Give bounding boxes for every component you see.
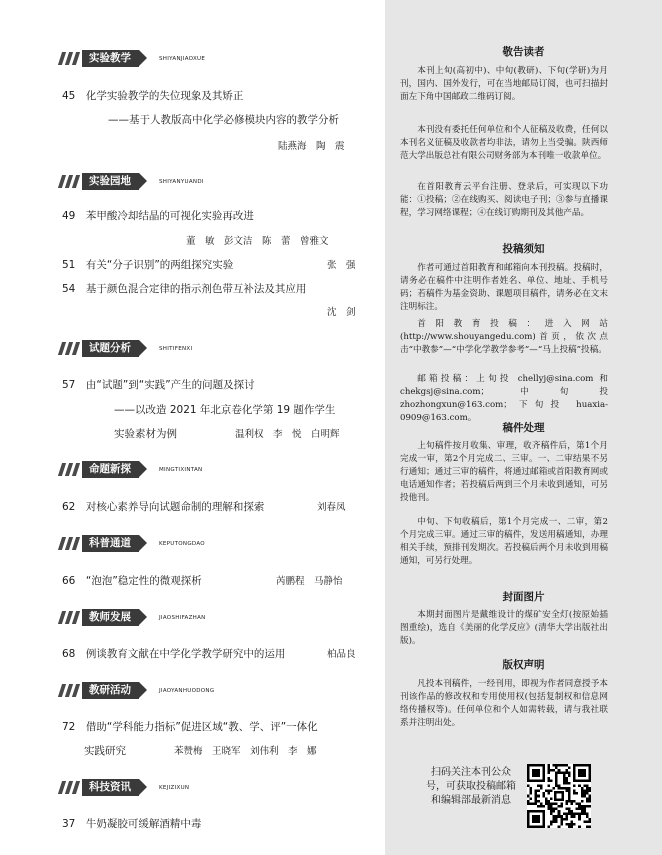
- qr-code-icon[interactable]: [527, 764, 591, 828]
- page-number: 51: [62, 259, 76, 271]
- article-title: 对核心素养导向试题命制的理解和探索: [85, 501, 265, 513]
- page-number: 62: [62, 501, 76, 513]
- article-subtitle: 实验素材为例: [114, 428, 177, 440]
- section-stripes-icon: [56, 340, 82, 357]
- page-number: 57: [62, 379, 76, 391]
- page-number: 66: [62, 575, 76, 587]
- section-pinyin: JIAOSHIFAZHAN: [159, 615, 206, 621]
- article-entry[interactable]: [62, 209, 254, 223]
- article-title: 化学实验教学的失位现象及其矫正: [85, 90, 244, 102]
- submission-paragraph: 邮箱投稿：上旬投 chellyj@sina.com 和 chekgsj@sina.com；中旬投 zhozhongxun@163.com；下旬投 huaxia-0909@163.com。: [400, 374, 608, 423]
- page-number: 37: [62, 818, 76, 830]
- section-header-keputongdao: [56, 535, 356, 552]
- page-number: 45: [62, 90, 76, 102]
- article-entry[interactable]: [62, 500, 264, 514]
- section-label: 教研活动: [82, 682, 139, 699]
- section-pinyin: SHITIFENXI: [159, 346, 193, 352]
- section-header-jiaoshifazhan: [56, 609, 356, 626]
- page-number: 49: [62, 210, 76, 222]
- section-stripes-icon: [56, 535, 82, 552]
- article-authors: 温利权 李 悦 白明辉: [235, 429, 340, 440]
- article-entry[interactable]: [62, 89, 243, 103]
- article-entry[interactable]: [62, 574, 202, 588]
- section-header-kejizixun: [56, 779, 356, 796]
- article-authors: 芮鹏程 马静怡: [276, 576, 343, 587]
- section-pinyin: JIAOYANHUODONG: [159, 688, 215, 694]
- article-authors: 陆燕海 陶 震: [278, 141, 345, 152]
- article-title: 基于颜色混合定律的指示剂色带互补法及其应用: [85, 283, 307, 295]
- process-paragraph: 中旬、下旬收稿后，第1个月完成一、二审，第2个月完成三审。通过三审的稿件，发送用稿通知，办理相关手续，预排刊发期次。若投稿后两个月未收到用稿通知，可另行处理。: [400, 517, 608, 566]
- process-paragraph: 上旬稿件按月收集、审理，收齐稿件后，第1个月完成一审，第2个月完成二、三审。一、二审结果不另行通知；通过三审的稿件，将通过邮箱或首阳教育网或电话通知作者；若投稿后两到三个月未收到通知，可另投他刊。: [400, 441, 608, 503]
- section-label: 科普通道: [82, 535, 139, 552]
- article-authors: 沈 剑: [327, 307, 356, 318]
- article-title: “泡泡”稳定性的微观探析: [85, 575, 202, 587]
- article-title: 由“试题”到“实践”产生的问题及探讨: [85, 379, 255, 391]
- article-title: 借助“学科能力指标”促进区域“教、学、评”一体化: [85, 721, 318, 733]
- section-pinyin: MINGTIXINTAN: [159, 467, 203, 473]
- submission-heading: 投稿须知: [502, 243, 545, 255]
- article-title: 牛奶凝胶可缓解酒精中毒: [85, 818, 202, 830]
- section-stripes-icon: [56, 173, 82, 190]
- article-authors: 柏品良: [327, 649, 356, 660]
- article-title: 苯甲酸冷却结晶的可视化实验再改进: [85, 210, 254, 222]
- section-header-shitifenxi: [56, 340, 356, 357]
- cover-heading: 封面图片: [502, 591, 545, 603]
- section-header-shiyanjiaoxue: [56, 50, 356, 67]
- page-number: 68: [62, 648, 76, 660]
- article-subtitle: ——以改造 2021 年北京卷化学第 19 题作学生: [114, 404, 336, 416]
- section-label: 实验园地: [82, 173, 139, 190]
- copyright-heading: 版权声明: [502, 659, 545, 671]
- article-entry[interactable]: [62, 378, 255, 392]
- section-label: 实验教学: [82, 50, 139, 67]
- article-authors: 张 强: [327, 260, 356, 271]
- page-number: 72: [62, 721, 76, 733]
- notice-paragraph: 本刊上旬(高初中)、中旬(教研)、下旬(学研)为月刊，国内、国外发行，可在当地邮局订阅，也可扫描封面左下角中国邮政二维码订阅。: [400, 66, 608, 102]
- section-header-shiyanyuandi: [56, 173, 356, 190]
- section-pinyin: KEJIZIXUN: [159, 785, 190, 791]
- submission-paragraph: 首阳教育投稿：进入网站(http://www.shouyangedu.com)首页，依次点击“中教参”—“中学化学教学参考”—“马上投稿”投稿。: [400, 319, 608, 355]
- section-stripes-icon: [56, 50, 82, 67]
- notice-paragraph: 在首阳教育云平台注册、登录后，可实现以下功能：①投稿；②在线购买、阅读电子刊；③参与直播课程，学习网络课程；④在线订购期刊及其他产品。: [400, 182, 608, 218]
- article-entry[interactable]: [62, 282, 306, 296]
- page-number: 54: [62, 283, 76, 295]
- section-pinyin: SHIYANJIAOXUE: [159, 56, 206, 62]
- article-entry[interactable]: [62, 647, 285, 661]
- article-subtitle: ——基于人教版高中化学必修模块内容的教学分析: [108, 114, 339, 126]
- article-entry[interactable]: [62, 817, 201, 831]
- section-pinyin: KEPUTONGDAO: [159, 541, 205, 547]
- section-stripes-icon: [56, 609, 82, 626]
- notice-paragraph: 本刊没有委托任何单位和个人征稿及收费，任何以本刊名义征稿及收款者均非法，请勿上当受骗。陕西师范大学出版总社有限公司财务部为本刊唯一收款单位。: [400, 125, 608, 161]
- article-authors: 董 敏 彭文洁 陈 蕾 曾雅文: [186, 236, 329, 247]
- article-title: 例谈教育文献在中学化学教学研究中的运用: [85, 648, 286, 660]
- section-label: 科技资讯: [82, 779, 139, 796]
- article-authors: 刘春凤: [317, 502, 346, 513]
- article-title: 有关“分子识别”的两组探究实验: [85, 259, 234, 271]
- section-header-mingtixintan: [56, 461, 356, 478]
- article-subtitle: 实践研究: [84, 745, 126, 757]
- notice-heading: 敬告读者: [502, 46, 545, 58]
- article-entry[interactable]: [62, 258, 233, 272]
- copyright-paragraph: 凡投本刊稿件，一经刊用，即视为作者同意授予本刊该作品的修改权和专用使用权(包括复制权和信息网络传播权等)。任何单位和个人如需转载，请与我社联系并注明出处。: [400, 679, 608, 728]
- section-stripes-icon: [56, 461, 82, 478]
- article-entry[interactable]: [62, 720, 318, 734]
- article-authors: 苯赞梅 王晓军 刘伟利 李 娜: [174, 746, 317, 757]
- process-heading: 稿件处理: [502, 422, 545, 434]
- section-label: 试题分析: [82, 340, 139, 357]
- section-pinyin: SHIYANYUANDI: [159, 179, 204, 185]
- section-label: 命题新探: [82, 461, 139, 478]
- section-stripes-icon: [56, 682, 82, 699]
- section-header-jiaoyanhuodong: [56, 682, 356, 699]
- submission-paragraph: 作者可通过首阳教育和邮箱向本刊投稿。投稿时，请务必在稿件中注明作者姓名、单位、地址、手机号码；若稿件为基金资助、课题项目稿件，请务必在文末注明标注。: [400, 263, 608, 312]
- section-label: 教师发展: [82, 609, 139, 626]
- section-stripes-icon: [56, 779, 82, 796]
- qr-caption: 扫码关注本刊公众号，可获取投稿邮箱和编辑部最新消息: [426, 767, 516, 806]
- cover-paragraph: 本期封面图片是戴维设计的煤矿安全灯(按原始插图重绘)，选自《美丽的化学反应》(清华大学出版社出版)。: [400, 610, 608, 646]
